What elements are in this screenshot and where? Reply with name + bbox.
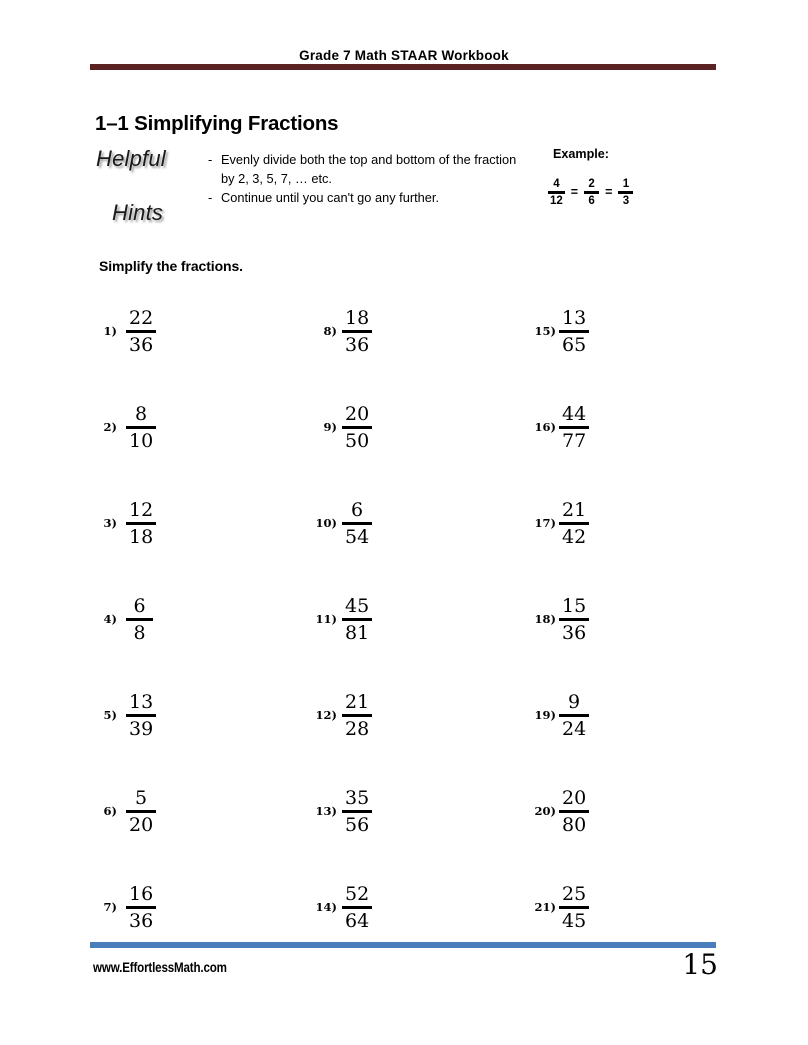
hint-item-text: Continue until you can't go any further. — [221, 190, 439, 205]
problem-number: 2) — [103, 419, 117, 434]
fraction-denominator: 36 — [129, 909, 154, 932]
fraction-numerator: 8 — [135, 403, 148, 426]
fraction-denominator: 39 — [129, 717, 154, 740]
problem-item — [311, 284, 511, 380]
problem-fraction — [342, 596, 372, 643]
fraction-numerator: 1 — [622, 178, 630, 190]
fraction-numerator: 18 — [345, 307, 370, 330]
fraction-denominator: 10 — [129, 429, 154, 452]
example-fraction — [584, 178, 599, 207]
problem-fraction — [342, 884, 372, 931]
problem-item — [95, 572, 295, 668]
problem-item — [311, 380, 511, 476]
fraction-denominator: 36 — [562, 621, 587, 644]
fraction-numerator: 44 — [562, 403, 587, 426]
page-title: 1–1 Simplifying Fractions — [95, 112, 339, 135]
problem-fraction — [342, 692, 372, 739]
problem-number: 3) — [103, 515, 117, 530]
problem-number: 1) — [103, 323, 117, 338]
fraction-numerator: 20 — [345, 403, 370, 426]
problem-item — [530, 476, 730, 572]
fraction-denominator: 65 — [562, 333, 587, 356]
problem-item — [95, 764, 295, 860]
hint-bullet-dash: - — [208, 152, 213, 167]
fraction-numerator: 25 — [562, 883, 587, 906]
equals-sign: = — [570, 185, 579, 200]
equals-sign: = — [605, 185, 613, 200]
fraction-denominator: 12 — [550, 194, 563, 207]
problem-number: 18) — [534, 611, 556, 626]
problems-column-1 — [95, 284, 295, 956]
problem-fraction — [342, 788, 372, 835]
problem-item — [530, 668, 730, 764]
problem-number: 14) — [315, 899, 337, 914]
fraction-numerator: 13 — [129, 691, 154, 714]
fraction-denominator: 8 — [133, 621, 146, 644]
hint-item — [208, 150, 528, 188]
fraction-numerator: 2 — [588, 178, 595, 190]
problems-column-2 — [311, 284, 511, 956]
problems-column-3 — [530, 284, 730, 956]
problem-fraction — [126, 404, 156, 451]
problem-fraction — [559, 788, 589, 835]
problem-number: 9) — [323, 419, 337, 434]
fraction-numerator: 6 — [351, 499, 364, 522]
example-equation — [546, 178, 635, 207]
problem-item — [311, 476, 511, 572]
problem-fraction — [559, 692, 589, 739]
problem-fraction — [342, 404, 372, 451]
problem-item — [311, 572, 511, 668]
problem-number: 7) — [103, 899, 117, 914]
hint-item-text: Evenly divide both the top and bottom of the fraction by 2, 3, 5, 7, … etc. — [221, 152, 517, 186]
example-fraction — [548, 178, 565, 207]
problem-number: 15) — [534, 323, 556, 338]
footer-divider-rule — [90, 942, 716, 948]
fraction-numerator: 15 — [562, 595, 587, 618]
problem-fraction — [559, 404, 589, 451]
problem-number: 13) — [315, 803, 337, 818]
problem-fraction — [559, 884, 589, 931]
fraction-denominator: 36 — [345, 333, 370, 356]
problem-fraction — [559, 596, 589, 643]
problem-number: 5) — [103, 707, 117, 722]
problem-fraction — [126, 596, 153, 643]
problem-fraction — [126, 788, 156, 835]
page-number: 15 — [682, 948, 718, 981]
fraction-numerator: 20 — [562, 787, 587, 810]
fraction-denominator: 20 — [129, 813, 154, 836]
helpful-hints-label-line2: Hints — [112, 200, 164, 225]
fraction-numerator: 4 — [553, 178, 560, 190]
fraction-numerator: 16 — [129, 883, 154, 906]
fraction-numerator: 9 — [568, 691, 581, 714]
hint-bullet-dash: - — [208, 190, 213, 205]
fraction-denominator: 3 — [622, 194, 630, 207]
problem-number: 12) — [315, 707, 337, 722]
problem-number: 11) — [315, 611, 337, 626]
fraction-denominator: 36 — [129, 333, 154, 356]
hint-item — [208, 188, 528, 207]
problem-fraction — [559, 308, 589, 355]
instruction-text: Simplify the fractions. — [99, 258, 243, 274]
example-label: Example: — [553, 147, 609, 161]
fraction-denominator: 24 — [562, 717, 587, 740]
problem-item — [530, 380, 730, 476]
fraction-denominator: 28 — [345, 717, 370, 740]
problem-item — [311, 668, 511, 764]
fraction-numerator: 35 — [345, 787, 370, 810]
problem-item — [95, 380, 295, 476]
hints-list — [208, 150, 528, 207]
fraction-numerator: 5 — [135, 787, 148, 810]
fraction-numerator: 12 — [129, 499, 154, 522]
problem-item — [311, 764, 511, 860]
problem-item — [95, 476, 295, 572]
problem-number: 8) — [323, 323, 337, 338]
fraction-denominator: 56 — [345, 813, 370, 836]
problem-item — [530, 572, 730, 668]
helpful-hints-label-line1: Helpful — [96, 146, 166, 171]
example-fraction — [618, 178, 633, 207]
problem-fraction — [342, 308, 372, 355]
fraction-denominator: 81 — [345, 621, 370, 644]
running-header-title: Grade 7 Math STAAR Workbook — [299, 48, 509, 63]
fraction-numerator: 21 — [345, 691, 370, 714]
fraction-denominator: 50 — [345, 429, 370, 452]
problem-item — [95, 284, 295, 380]
fraction-denominator: 42 — [562, 525, 587, 548]
problem-fraction — [342, 500, 372, 547]
fraction-numerator: 21 — [562, 499, 587, 522]
problem-number: 6) — [103, 803, 117, 818]
problem-number: 4) — [103, 611, 117, 626]
fraction-denominator: 18 — [129, 525, 154, 548]
problem-item — [95, 668, 295, 764]
fraction-numerator: 22 — [129, 307, 154, 330]
problem-number: 17) — [534, 515, 556, 530]
problem-item — [530, 764, 730, 860]
fraction-numerator: 45 — [345, 595, 370, 618]
footer-website[interactable]: www.EffortlessMath.com — [93, 960, 227, 975]
fraction-denominator: 64 — [345, 909, 370, 932]
fraction-denominator: 80 — [562, 813, 587, 836]
problem-fraction — [126, 884, 156, 931]
fraction-denominator: 54 — [345, 525, 370, 548]
problem-number: 21) — [534, 899, 556, 914]
problem-number: 16) — [534, 419, 556, 434]
problem-number: 19) — [534, 707, 556, 722]
fraction-numerator: 13 — [562, 307, 587, 330]
fraction-denominator: 77 — [562, 429, 587, 452]
problem-number: 10) — [315, 515, 337, 530]
fraction-denominator: 6 — [588, 194, 595, 207]
problem-fraction — [126, 500, 156, 547]
fraction-numerator: 52 — [345, 883, 370, 906]
problem-number: 20) — [534, 803, 556, 818]
fraction-numerator: 6 — [133, 595, 146, 618]
header-divider-rule — [90, 64, 716, 70]
problem-fraction — [126, 692, 156, 739]
problem-item — [530, 284, 730, 380]
problem-fraction — [559, 500, 589, 547]
problem-fraction — [126, 308, 156, 355]
fraction-denominator: 45 — [562, 909, 587, 932]
